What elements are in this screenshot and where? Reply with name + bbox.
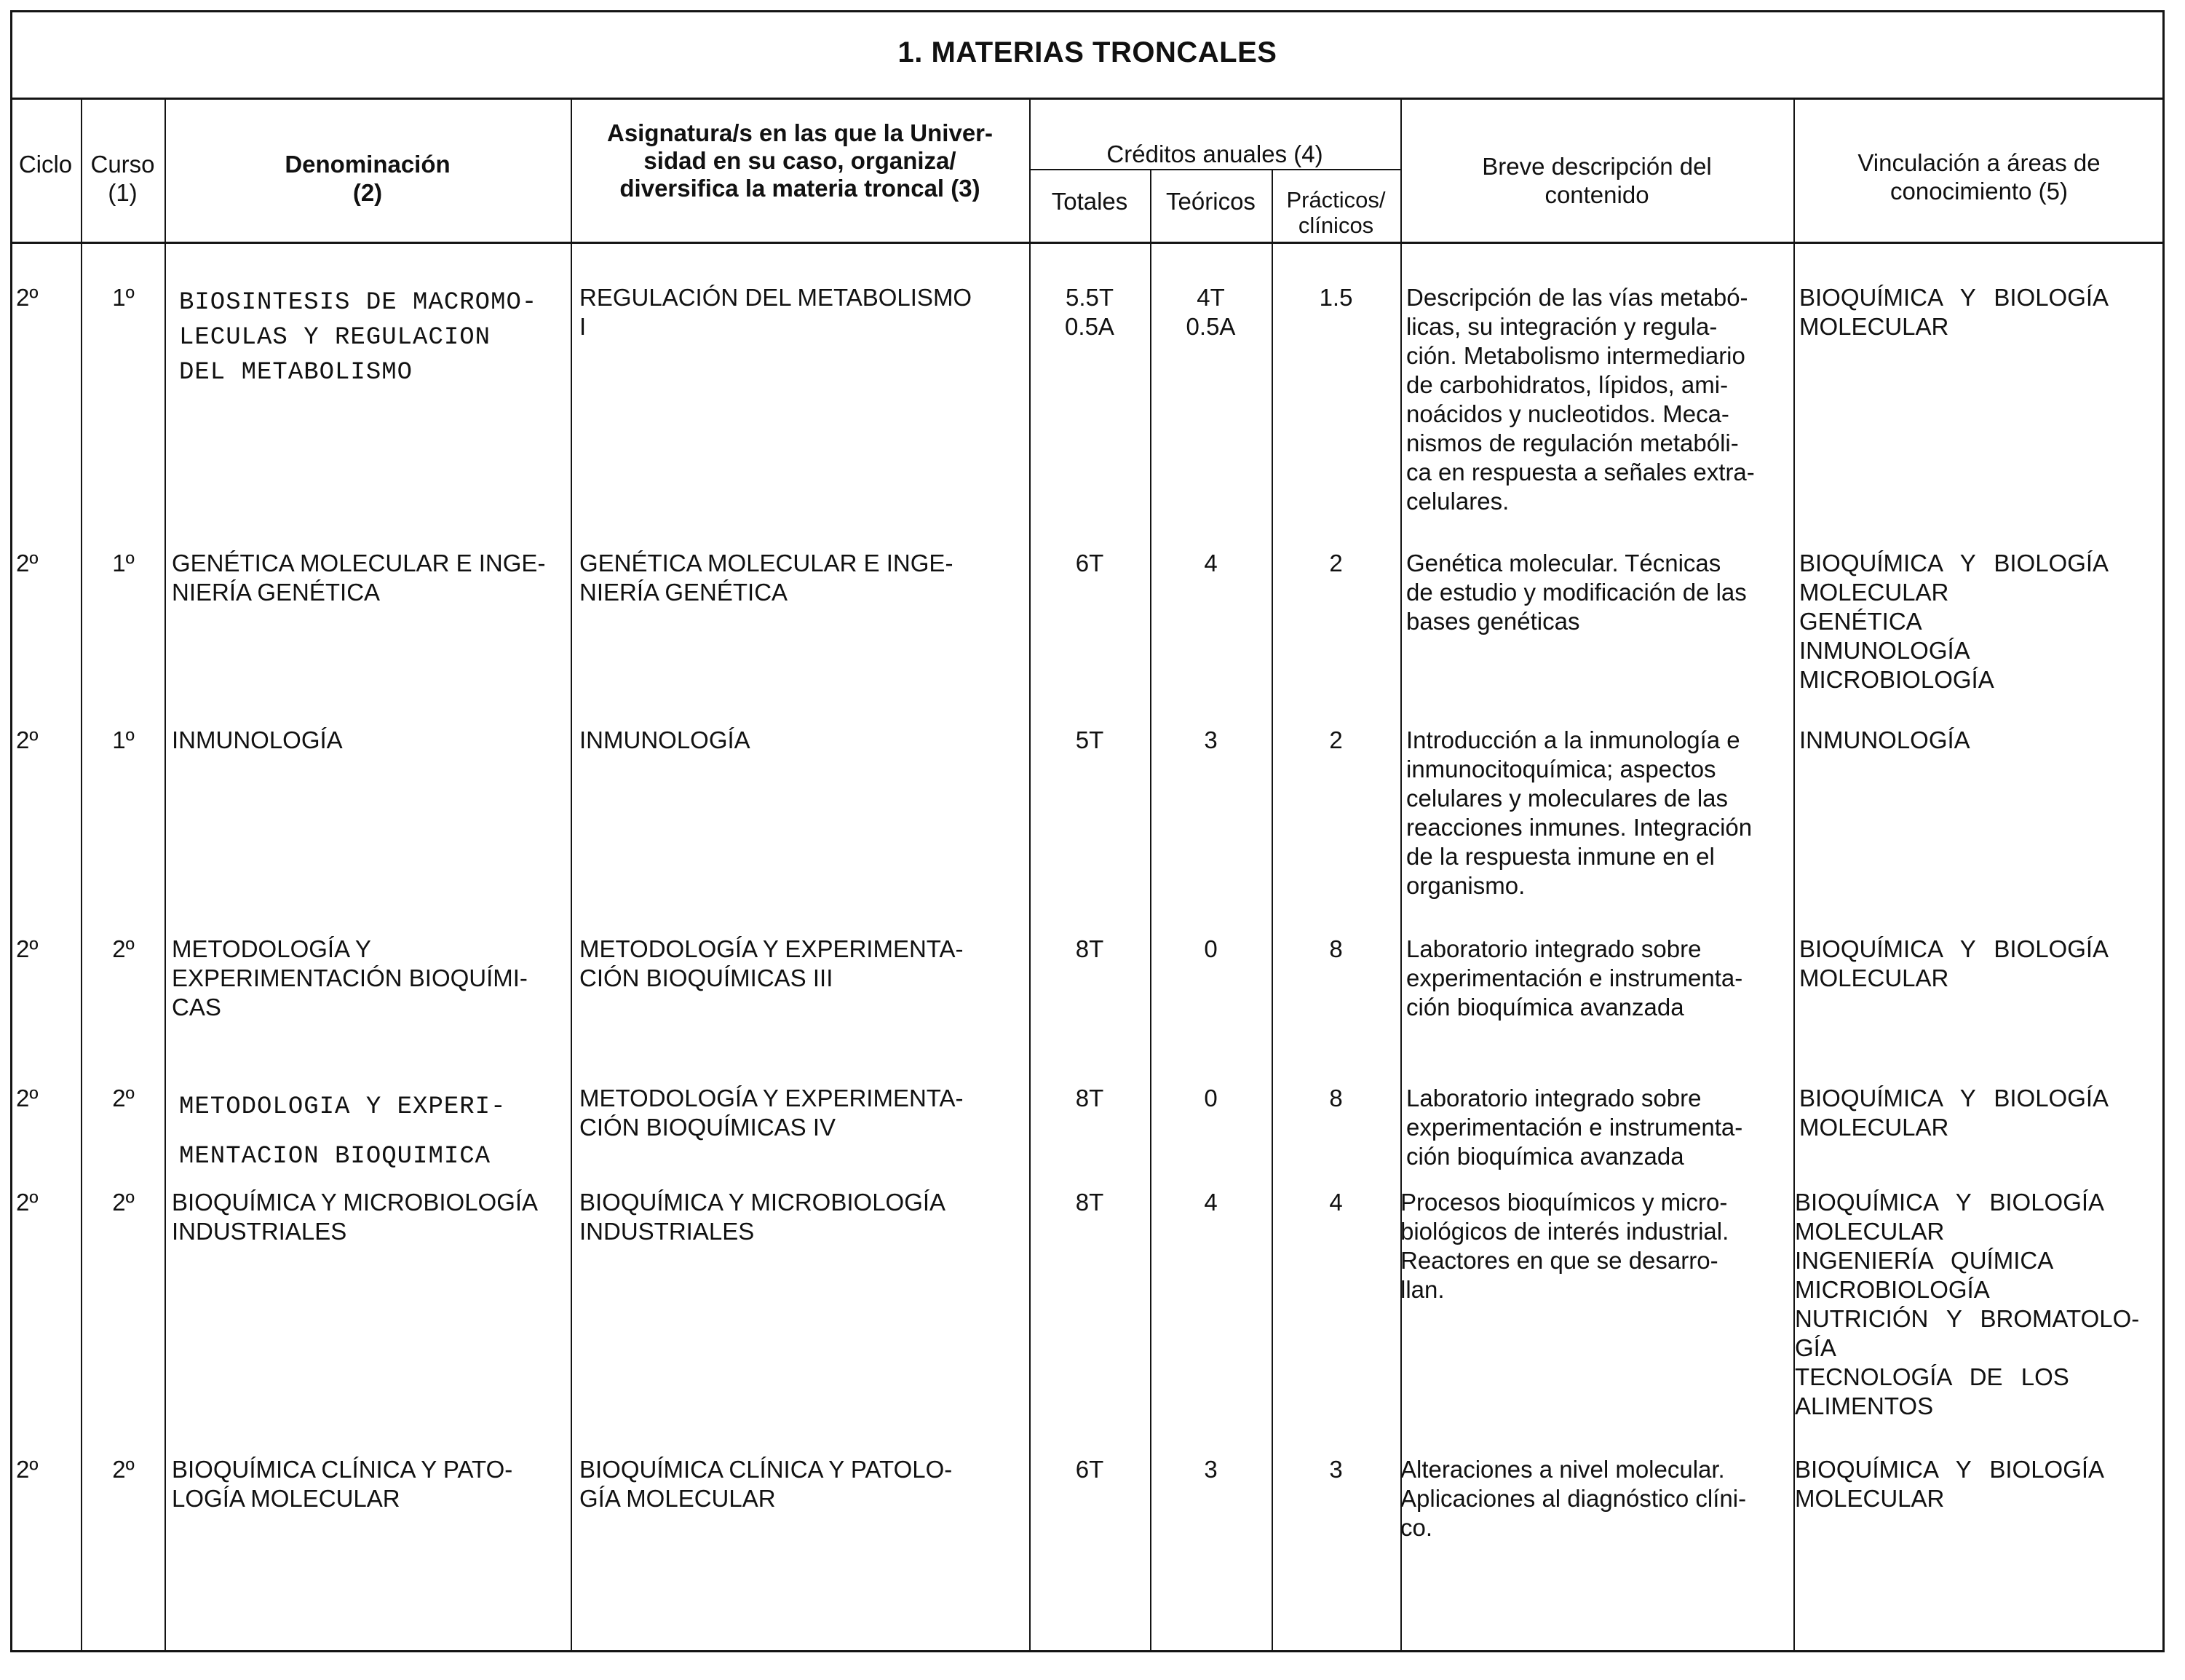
col-line-6 <box>1272 169 1273 1652</box>
row-curso: 2º <box>112 1085 135 1112</box>
row-asignatura: INMUNOLOGÍA <box>579 726 750 753</box>
row-teoricos: 3 <box>1204 726 1218 753</box>
row-teoricos: 4T 0.5A <box>1186 284 1236 340</box>
row-practicos: 2 <box>1329 550 1343 576</box>
frame-left <box>10 10 12 1652</box>
row-curso: 1º <box>112 550 135 576</box>
row-curso: 2º <box>112 1456 135 1483</box>
row-practicos: 3 <box>1329 1456 1343 1483</box>
row-denominacion: GENÉTICA MOLECULAR E INGE- NIERÍA GENÉTICA <box>172 550 546 606</box>
row-totales: 6T <box>1075 1456 1104 1483</box>
row-asignatura: BIOQUÍMICA Y MICROBIOLOGÍA INDUSTRIALES <box>579 1189 946 1245</box>
row-totales: 5.5T 0.5A <box>1065 284 1114 340</box>
row-teoricos: 4 <box>1204 550 1218 576</box>
row-vinculacion: BIOQUÍMICA Y BIOLOGÍA MOLECULAR INGENIERÍA QUÍMICA MICROBIOLOGÍA NUTRICIÓN Y BROMATOLO- GÍA TECNOLOGÍA DE LOS ALIMENTOS <box>1795 1189 2140 1419</box>
row-asignatura: REGULACIÓN DEL METABOLISMO I <box>579 284 972 340</box>
header-teoricos: Teóricos <box>1166 188 1256 215</box>
header-asignatura: Asignatura/s en las que la Univer- sidad en su caso, organiza/ diversifica la materia troncal (3) <box>607 119 993 202</box>
title-divider <box>10 98 2165 100</box>
row-denominacion: BIOSINTESIS DE MACROMO- LECULAS Y REGULACION DEL METABOLISMO <box>179 289 538 387</box>
header-totales: Totales <box>1051 188 1128 215</box>
row-totales: 5T <box>1075 726 1104 753</box>
header-ciclo: Ciclo <box>18 151 73 178</box>
row-ciclo: 2º <box>16 726 39 753</box>
row-denominacion: METODOLOGÍA Y EXPERIMENTACIÓN BIOQUÍMI- CAS <box>172 935 528 1021</box>
row-ciclo: 2º <box>16 1456 39 1483</box>
row-practicos: 2 <box>1329 726 1343 753</box>
header-descripcion: Breve descripción del contenido <box>1482 153 1712 208</box>
frame-bottom <box>10 1650 2165 1652</box>
row-denominacion: METODOLOGIA Y EXPERI- MENTACION BIOQUIMICA <box>179 1093 507 1170</box>
row-descripcion: Alteraciones a nivel molecular. Aplicaciones al diagnóstico clíni- co. <box>1400 1456 1747 1541</box>
row-teoricos: 0 <box>1204 1085 1218 1112</box>
row-vinculacion: BIOQUÍMICA Y BIOLOGÍA MOLECULAR <box>1799 935 2109 991</box>
row-descripcion: Introducción a la inmunología e inmunocitoquímica; aspectos celulares y moleculares de las reacciones inmunes. Integración de la respuesta inmune en el organismo. <box>1406 726 1753 899</box>
row-totales: 8T <box>1075 1189 1104 1216</box>
row-curso: 1º <box>112 726 135 753</box>
row-ciclo: 2º <box>16 284 39 311</box>
row-denominacion: BIOQUÍMICA CLÍNICA Y PATO- LOGÍA MOLECULAR <box>172 1456 513 1512</box>
row-vinculacion: BIOQUÍMICA Y BIOLOGÍA MOLECULAR <box>1799 1085 2109 1141</box>
row-practicos: 4 <box>1329 1189 1343 1216</box>
col-line-2 <box>164 98 166 1652</box>
col-line-7 <box>1400 98 1402 1652</box>
header-practicos: Prácticos/ clínicos <box>1286 187 1386 238</box>
row-denominacion: INMUNOLOGÍA <box>172 726 343 753</box>
row-asignatura: BIOQUÍMICA CLÍNICA Y PATOLO- GÍA MOLECULAR <box>579 1456 953 1512</box>
row-teoricos: 0 <box>1204 935 1218 962</box>
row-asignatura: GENÉTICA MOLECULAR E INGE- NIERÍA GENÉTICA <box>579 550 953 606</box>
creditos-divider <box>1029 169 1400 170</box>
row-descripcion: Laboratorio integrado sobre experimentación e instrumenta- ción bioquímica avanzada <box>1406 1085 1743 1170</box>
row-asignatura: METODOLOGÍA Y EXPERIMENTA- CIÓN BIOQUÍMICAS III <box>579 935 964 991</box>
header-divider <box>10 242 2165 244</box>
row-vinculacion: BIOQUÍMICA Y BIOLOGÍA MOLECULAR <box>1795 1456 2105 1512</box>
row-totales: 8T <box>1075 1085 1104 1112</box>
materias-troncales-table <box>10 10 2165 1652</box>
row-ciclo: 2º <box>16 935 39 962</box>
row-practicos: 1.5 <box>1319 284 1353 311</box>
row-vinculacion: INMUNOLOGÍA <box>1799 726 1970 753</box>
row-totales: 6T <box>1075 550 1104 576</box>
row-ciclo: 2º <box>16 1189 39 1216</box>
row-descripcion: Descripción de las vías metabó- licas, su integración y regula- ción. Metabolismo intermediario de carbohidratos, lípidos, ami- noácidos y nucleotidos. Meca- nismos de regulación metabóli- ca en respuesta a señales extra- celulares. <box>1406 284 1755 515</box>
row-totales: 8T <box>1075 935 1104 962</box>
row-ciclo: 2º <box>16 1085 39 1112</box>
header-curso: Curso (1) <box>90 151 155 206</box>
row-teoricos: 3 <box>1204 1456 1218 1483</box>
table-title: 1. MATERIAS TRONCALES <box>897 36 1277 68</box>
row-asignatura: METODOLOGÍA Y EXPERIMENTA- CIÓN BIOQUÍMICAS IV <box>579 1085 964 1141</box>
row-vinculacion: BIOQUÍMICA Y BIOLOGÍA MOLECULAR GENÉTICA INMUNOLOGÍA MICROBIOLOGÍA <box>1799 550 2109 693</box>
row-curso: 1º <box>112 284 135 311</box>
row-ciclo: 2º <box>16 550 39 576</box>
row-denominacion: BIOQUÍMICA Y MICROBIOLOGÍA INDUSTRIALES <box>172 1189 539 1245</box>
frame-top <box>10 10 2165 12</box>
header-creditos: Créditos anuales (4) <box>1106 140 1323 167</box>
header-denominacion: Denominación (2) <box>285 151 451 206</box>
row-teoricos: 4 <box>1204 1189 1218 1216</box>
row-descripcion: Procesos bioquímicos y micro- biológicos de interés industrial. Reactores en que se desarro- llan. <box>1400 1189 1729 1303</box>
row-descripcion: Genética molecular. Técnicas de estudio y modificación de las bases genéticas <box>1406 550 1747 635</box>
col-line-5 <box>1150 169 1151 1652</box>
row-practicos: 8 <box>1329 1085 1343 1112</box>
col-line-1 <box>81 98 82 1652</box>
row-curso: 2º <box>112 1189 135 1216</box>
row-descripcion: Laboratorio integrado sobre experimentación e instrumenta- ción bioquímica avanzada <box>1406 935 1743 1021</box>
row-practicos: 8 <box>1329 935 1343 962</box>
row-vinculacion: BIOQUÍMICA Y BIOLOGÍA MOLECULAR <box>1799 284 2109 340</box>
row-curso: 2º <box>112 935 135 962</box>
header-vinculacion: Vinculación a áreas de conocimiento (5) <box>1857 149 2101 205</box>
